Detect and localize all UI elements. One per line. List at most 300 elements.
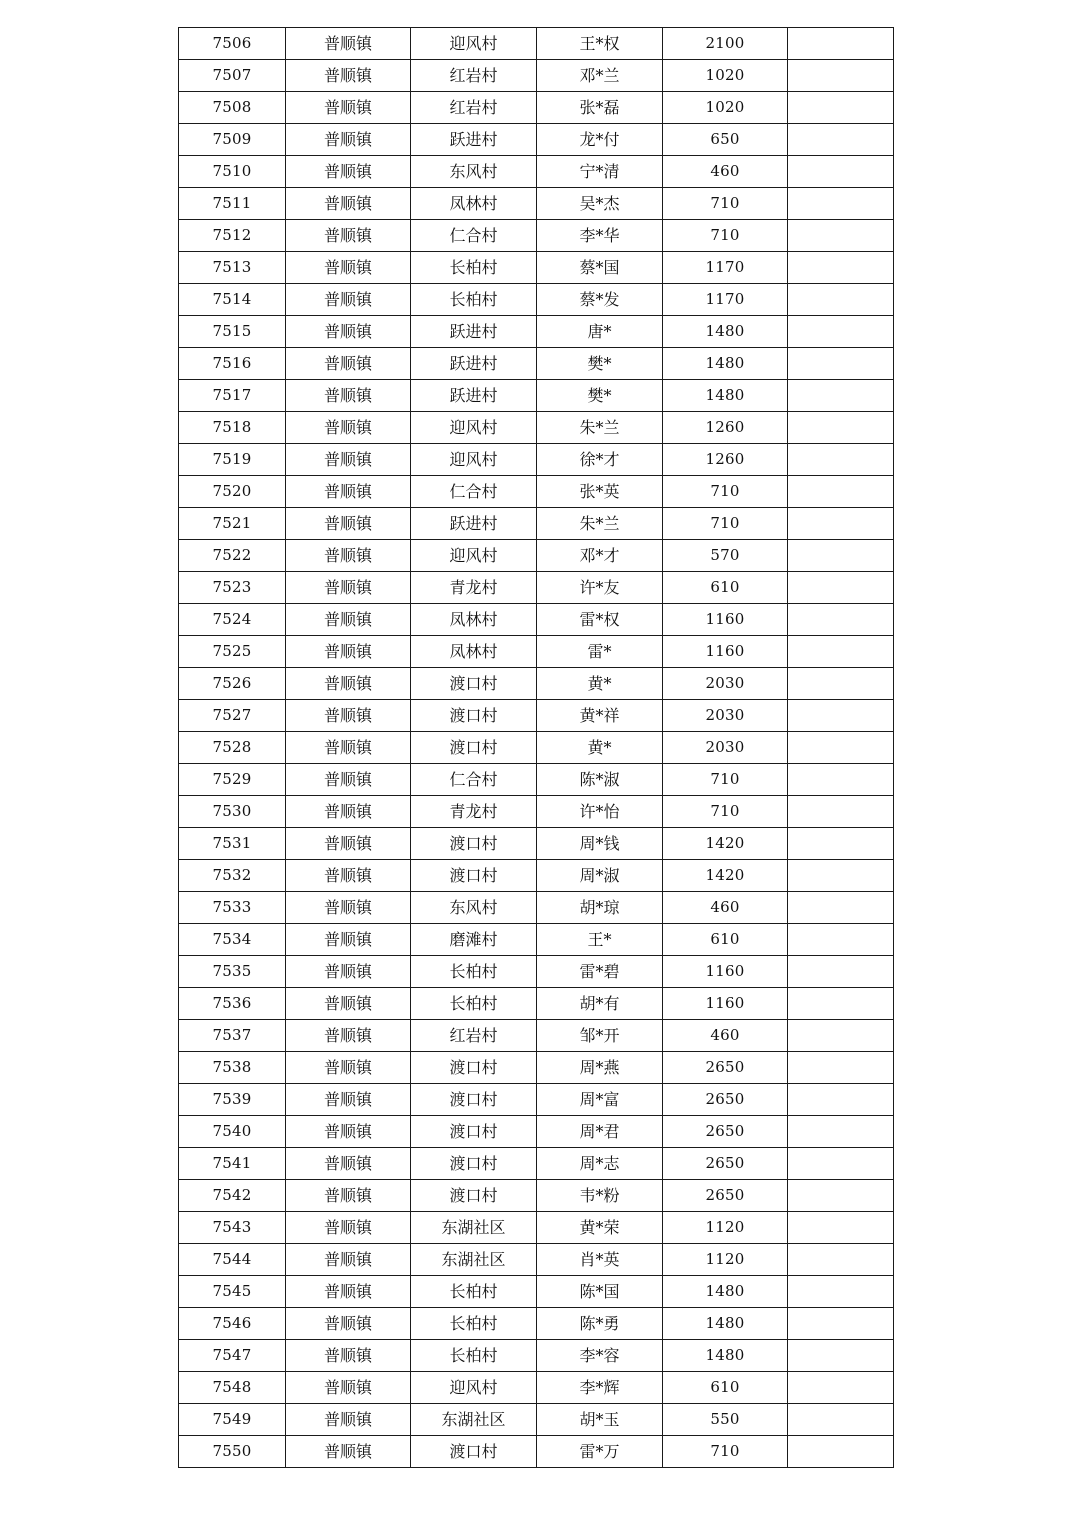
cell-name: 韦*粉: [537, 1180, 663, 1212]
cell-village: 跃进村: [411, 508, 537, 540]
cell-town: 普顺镇: [286, 700, 411, 732]
cell-note: [788, 28, 894, 60]
cell-serial-number: 7549: [179, 1404, 286, 1436]
cell-town: 普顺镇: [286, 1404, 411, 1436]
cell-serial-number: 7544: [179, 1244, 286, 1276]
table-row: [179, 1052, 894, 1084]
table-row: [179, 380, 894, 412]
cell-amount: 1160: [663, 956, 788, 988]
cell-note: [788, 156, 894, 188]
cell-village: 红岩村: [411, 60, 537, 92]
cell-village: 渡口村: [411, 1148, 537, 1180]
cell-name: 黄*: [537, 668, 663, 700]
cell-note: [788, 92, 894, 124]
cell-note: [788, 284, 894, 316]
table-row: [179, 1116, 894, 1148]
table-row: [179, 668, 894, 700]
cell-name: 肖*英: [537, 1244, 663, 1276]
table-row: [179, 316, 894, 348]
cell-serial-number: 7531: [179, 828, 286, 860]
cell-amount: 2030: [663, 668, 788, 700]
cell-town: 普顺镇: [286, 892, 411, 924]
cell-note: [788, 1308, 894, 1340]
cell-serial-number: 7509: [179, 124, 286, 156]
cell-village: 红岩村: [411, 92, 537, 124]
cell-note: [788, 1180, 894, 1212]
cell-name: 陈*淑: [537, 764, 663, 796]
cell-town: 普顺镇: [286, 508, 411, 540]
cell-village: 渡口村: [411, 700, 537, 732]
table-row: [179, 572, 894, 604]
cell-village: 东风村: [411, 156, 537, 188]
cell-serial-number: 7511: [179, 188, 286, 220]
cell-serial-number: 7539: [179, 1084, 286, 1116]
cell-note: [788, 1436, 894, 1468]
cell-village: 渡口村: [411, 1084, 537, 1116]
cell-name: 雷*碧: [537, 956, 663, 988]
cell-serial-number: 7534: [179, 924, 286, 956]
table-row: [179, 1244, 894, 1276]
cell-village: 磨滩村: [411, 924, 537, 956]
cell-amount: 2650: [663, 1180, 788, 1212]
cell-amount: 1020: [663, 60, 788, 92]
cell-note: [788, 1084, 894, 1116]
cell-note: [788, 1340, 894, 1372]
cell-village: 长柏村: [411, 1340, 537, 1372]
cell-amount: 1480: [663, 316, 788, 348]
cell-name: 陈*国: [537, 1276, 663, 1308]
cell-village: 跃进村: [411, 380, 537, 412]
cell-name: 胡*玉: [537, 1404, 663, 1436]
cell-town: 普顺镇: [286, 1116, 411, 1148]
table-row: [179, 28, 894, 60]
cell-amount: 710: [663, 764, 788, 796]
cell-name: 雷*: [537, 636, 663, 668]
cell-serial-number: 7528: [179, 732, 286, 764]
cell-town: 普顺镇: [286, 28, 411, 60]
cell-name: 樊*: [537, 348, 663, 380]
table-row: [179, 764, 894, 796]
cell-village: 渡口村: [411, 1436, 537, 1468]
cell-village: 渡口村: [411, 860, 537, 892]
cell-name: 周*志: [537, 1148, 663, 1180]
cell-note: [788, 636, 894, 668]
cell-name: 胡*有: [537, 988, 663, 1020]
cell-note: [788, 1372, 894, 1404]
cell-town: 普顺镇: [286, 732, 411, 764]
cell-note: [788, 668, 894, 700]
cell-serial-number: 7530: [179, 796, 286, 828]
cell-amount: 460: [663, 892, 788, 924]
table-row: [179, 252, 894, 284]
cell-amount: 710: [663, 1436, 788, 1468]
cell-village: 迎风村: [411, 412, 537, 444]
cell-name: 黄*祥: [537, 700, 663, 732]
cell-village: 渡口村: [411, 668, 537, 700]
cell-serial-number: 7520: [179, 476, 286, 508]
cell-name: 周*君: [537, 1116, 663, 1148]
cell-serial-number: 7523: [179, 572, 286, 604]
cell-town: 普顺镇: [286, 1308, 411, 1340]
cell-name: 李*辉: [537, 1372, 663, 1404]
cell-note: [788, 828, 894, 860]
cell-town: 普顺镇: [286, 124, 411, 156]
cell-serial-number: 7548: [179, 1372, 286, 1404]
cell-note: [788, 380, 894, 412]
cell-name: 张*磊: [537, 92, 663, 124]
cell-name: 李*容: [537, 1340, 663, 1372]
cell-amount: 710: [663, 508, 788, 540]
cell-town: 普顺镇: [286, 1244, 411, 1276]
cell-village: 凤林村: [411, 604, 537, 636]
cell-note: [788, 124, 894, 156]
cell-amount: 710: [663, 188, 788, 220]
cell-amount: 1480: [663, 1276, 788, 1308]
cell-amount: 610: [663, 1372, 788, 1404]
table-row: [179, 1148, 894, 1180]
cell-amount: 2650: [663, 1148, 788, 1180]
cell-serial-number: 7525: [179, 636, 286, 668]
table-row: [179, 860, 894, 892]
cell-name: 朱*兰: [537, 412, 663, 444]
data-table: [178, 27, 894, 1468]
cell-serial-number: 7536: [179, 988, 286, 1020]
cell-village: 长柏村: [411, 956, 537, 988]
cell-name: 张*英: [537, 476, 663, 508]
cell-name: 王*权: [537, 28, 663, 60]
cell-amount: 2650: [663, 1084, 788, 1116]
cell-town: 普顺镇: [286, 1372, 411, 1404]
cell-serial-number: 7545: [179, 1276, 286, 1308]
table-row: [179, 284, 894, 316]
cell-note: [788, 732, 894, 764]
cell-amount: 1160: [663, 988, 788, 1020]
cell-town: 普顺镇: [286, 1212, 411, 1244]
cell-note: [788, 1116, 894, 1148]
cell-town: 普顺镇: [286, 476, 411, 508]
cell-name: 雷*万: [537, 1436, 663, 1468]
cell-amount: 460: [663, 1020, 788, 1052]
cell-town: 普顺镇: [286, 444, 411, 476]
cell-serial-number: 7526: [179, 668, 286, 700]
table-row: [179, 1436, 894, 1468]
cell-serial-number: 7524: [179, 604, 286, 636]
cell-note: [788, 60, 894, 92]
cell-note: [788, 700, 894, 732]
cell-amount: 1480: [663, 1340, 788, 1372]
cell-village: 仁合村: [411, 764, 537, 796]
cell-serial-number: 7532: [179, 860, 286, 892]
cell-name: 宁*清: [537, 156, 663, 188]
cell-note: [788, 508, 894, 540]
cell-amount: 1420: [663, 828, 788, 860]
cell-village: 东湖社区: [411, 1244, 537, 1276]
cell-serial-number: 7533: [179, 892, 286, 924]
cell-note: [788, 796, 894, 828]
cell-note: [788, 1276, 894, 1308]
cell-town: 普顺镇: [286, 860, 411, 892]
table-row: [179, 60, 894, 92]
cell-name: 吴*杰: [537, 188, 663, 220]
cell-village: 长柏村: [411, 988, 537, 1020]
cell-town: 普顺镇: [286, 1148, 411, 1180]
table-row: [179, 956, 894, 988]
cell-serial-number: 7515: [179, 316, 286, 348]
cell-name: 陈*勇: [537, 1308, 663, 1340]
cell-village: 长柏村: [411, 252, 537, 284]
cell-note: [788, 764, 894, 796]
cell-amount: 1160: [663, 636, 788, 668]
cell-name: 唐*: [537, 316, 663, 348]
cell-note: [788, 348, 894, 380]
table-row: [179, 1308, 894, 1340]
cell-amount: 1160: [663, 604, 788, 636]
cell-serial-number: 7514: [179, 284, 286, 316]
cell-town: 普顺镇: [286, 668, 411, 700]
cell-town: 普顺镇: [286, 380, 411, 412]
cell-amount: 1170: [663, 284, 788, 316]
cell-serial-number: 7540: [179, 1116, 286, 1148]
table-row: [179, 348, 894, 380]
cell-amount: 710: [663, 476, 788, 508]
cell-town: 普顺镇: [286, 1276, 411, 1308]
cell-note: [788, 1244, 894, 1276]
cell-town: 普顺镇: [286, 316, 411, 348]
cell-name: 邓*兰: [537, 60, 663, 92]
cell-serial-number: 7547: [179, 1340, 286, 1372]
table-row: [179, 156, 894, 188]
cell-town: 普顺镇: [286, 572, 411, 604]
cell-amount: 2650: [663, 1116, 788, 1148]
table-row: [179, 892, 894, 924]
cell-note: [788, 956, 894, 988]
cell-town: 普顺镇: [286, 796, 411, 828]
table-row: [179, 796, 894, 828]
cell-amount: 1120: [663, 1212, 788, 1244]
cell-amount: 570: [663, 540, 788, 572]
cell-amount: 550: [663, 1404, 788, 1436]
cell-amount: 1170: [663, 252, 788, 284]
cell-name: 雷*权: [537, 604, 663, 636]
cell-village: 凤林村: [411, 188, 537, 220]
cell-village: 长柏村: [411, 1276, 537, 1308]
cell-village: 东湖社区: [411, 1212, 537, 1244]
cell-village: 渡口村: [411, 732, 537, 764]
cell-serial-number: 7541: [179, 1148, 286, 1180]
cell-serial-number: 7508: [179, 92, 286, 124]
table-row: [179, 828, 894, 860]
cell-name: 周*钱: [537, 828, 663, 860]
table-row: [179, 1404, 894, 1436]
cell-serial-number: 7518: [179, 412, 286, 444]
table-row: [179, 220, 894, 252]
cell-town: 普顺镇: [286, 1180, 411, 1212]
cell-town: 普顺镇: [286, 220, 411, 252]
cell-note: [788, 1404, 894, 1436]
cell-town: 普顺镇: [286, 956, 411, 988]
cell-village: 仁合村: [411, 220, 537, 252]
cell-note: [788, 252, 894, 284]
cell-serial-number: 7543: [179, 1212, 286, 1244]
cell-town: 普顺镇: [286, 636, 411, 668]
cell-name: 蔡*国: [537, 252, 663, 284]
cell-village: 迎风村: [411, 1372, 537, 1404]
cell-name: 邹*开: [537, 1020, 663, 1052]
cell-note: [788, 220, 894, 252]
cell-note: [788, 540, 894, 572]
cell-serial-number: 7537: [179, 1020, 286, 1052]
cell-town: 普顺镇: [286, 1084, 411, 1116]
cell-serial-number: 7521: [179, 508, 286, 540]
cell-amount: 710: [663, 220, 788, 252]
cell-name: 许*怡: [537, 796, 663, 828]
cell-name: 龙*付: [537, 124, 663, 156]
cell-village: 跃进村: [411, 348, 537, 380]
table-row: [179, 444, 894, 476]
cell-serial-number: 7513: [179, 252, 286, 284]
cell-town: 普顺镇: [286, 92, 411, 124]
cell-town: 普顺镇: [286, 1020, 411, 1052]
cell-village: 渡口村: [411, 1180, 537, 1212]
cell-village: 渡口村: [411, 1116, 537, 1148]
cell-name: 邓*才: [537, 540, 663, 572]
cell-town: 普顺镇: [286, 988, 411, 1020]
cell-village: 东湖社区: [411, 1404, 537, 1436]
cell-amount: 2100: [663, 28, 788, 60]
cell-village: 红岩村: [411, 1020, 537, 1052]
cell-note: [788, 1212, 894, 1244]
cell-amount: 2650: [663, 1052, 788, 1084]
table-row: [179, 540, 894, 572]
table-row: [179, 508, 894, 540]
cell-note: [788, 412, 894, 444]
cell-name: 周*淑: [537, 860, 663, 892]
cell-amount: 1020: [663, 92, 788, 124]
cell-town: 普顺镇: [286, 188, 411, 220]
cell-town: 普顺镇: [286, 156, 411, 188]
cell-note: [788, 1148, 894, 1180]
cell-amount: 650: [663, 124, 788, 156]
cell-name: 王*: [537, 924, 663, 956]
cell-village: 青龙村: [411, 796, 537, 828]
cell-note: [788, 988, 894, 1020]
cell-serial-number: 7529: [179, 764, 286, 796]
cell-town: 普顺镇: [286, 924, 411, 956]
cell-name: 朱*兰: [537, 508, 663, 540]
cell-amount: 710: [663, 796, 788, 828]
cell-note: [788, 188, 894, 220]
cell-note: [788, 316, 894, 348]
cell-amount: 460: [663, 156, 788, 188]
table-row: [179, 1340, 894, 1372]
table-row: [179, 604, 894, 636]
cell-town: 普顺镇: [286, 60, 411, 92]
cell-serial-number: 7527: [179, 700, 286, 732]
cell-note: [788, 924, 894, 956]
table-row: [179, 124, 894, 156]
cell-amount: 1260: [663, 412, 788, 444]
cell-village: 渡口村: [411, 828, 537, 860]
cell-village: 青龙村: [411, 572, 537, 604]
cell-town: 普顺镇: [286, 1436, 411, 1468]
cell-name: 胡*琼: [537, 892, 663, 924]
cell-note: [788, 444, 894, 476]
cell-town: 普顺镇: [286, 252, 411, 284]
cell-name: 许*友: [537, 572, 663, 604]
table-body: [179, 28, 894, 1468]
cell-town: 普顺镇: [286, 828, 411, 860]
cell-serial-number: 7507: [179, 60, 286, 92]
cell-serial-number: 7546: [179, 1308, 286, 1340]
cell-note: [788, 892, 894, 924]
cell-name: 黄*: [537, 732, 663, 764]
cell-town: 普顺镇: [286, 284, 411, 316]
table-row: [179, 476, 894, 508]
cell-village: 迎风村: [411, 444, 537, 476]
table-row: [179, 1276, 894, 1308]
cell-note: [788, 604, 894, 636]
table-row: [179, 412, 894, 444]
cell-serial-number: 7506: [179, 28, 286, 60]
cell-town: 普顺镇: [286, 1340, 411, 1372]
cell-note: [788, 476, 894, 508]
cell-note: [788, 1020, 894, 1052]
cell-amount: 1480: [663, 1308, 788, 1340]
cell-amount: 1480: [663, 348, 788, 380]
cell-serial-number: 7512: [179, 220, 286, 252]
cell-note: [788, 1052, 894, 1084]
cell-serial-number: 7519: [179, 444, 286, 476]
cell-amount: 2030: [663, 700, 788, 732]
cell-amount: 1420: [663, 860, 788, 892]
cell-amount: 610: [663, 572, 788, 604]
table-row: [179, 188, 894, 220]
cell-serial-number: 7517: [179, 380, 286, 412]
cell-name: 徐*才: [537, 444, 663, 476]
cell-village: 迎风村: [411, 540, 537, 572]
cell-serial-number: 7535: [179, 956, 286, 988]
cell-village: 跃进村: [411, 316, 537, 348]
cell-village: 仁合村: [411, 476, 537, 508]
table-row: [179, 732, 894, 764]
table-row: [179, 1084, 894, 1116]
cell-village: 跃进村: [411, 124, 537, 156]
cell-amount: 2030: [663, 732, 788, 764]
cell-serial-number: 7516: [179, 348, 286, 380]
cell-name: 周*燕: [537, 1052, 663, 1084]
cell-village: 长柏村: [411, 284, 537, 316]
cell-name: 李*华: [537, 220, 663, 252]
cell-village: 渡口村: [411, 1052, 537, 1084]
cell-name: 周*富: [537, 1084, 663, 1116]
table-row: [179, 1180, 894, 1212]
cell-village: 东风村: [411, 892, 537, 924]
cell-amount: 1120: [663, 1244, 788, 1276]
cell-serial-number: 7550: [179, 1436, 286, 1468]
cell-town: 普顺镇: [286, 604, 411, 636]
cell-town: 普顺镇: [286, 540, 411, 572]
table-row: [179, 636, 894, 668]
cell-name: 樊*: [537, 380, 663, 412]
cell-village: 长柏村: [411, 1308, 537, 1340]
cell-name: 蔡*发: [537, 284, 663, 316]
cell-serial-number: 7538: [179, 1052, 286, 1084]
cell-town: 普顺镇: [286, 764, 411, 796]
cell-amount: 1260: [663, 444, 788, 476]
cell-amount: 1480: [663, 380, 788, 412]
cell-serial-number: 7522: [179, 540, 286, 572]
cell-town: 普顺镇: [286, 348, 411, 380]
